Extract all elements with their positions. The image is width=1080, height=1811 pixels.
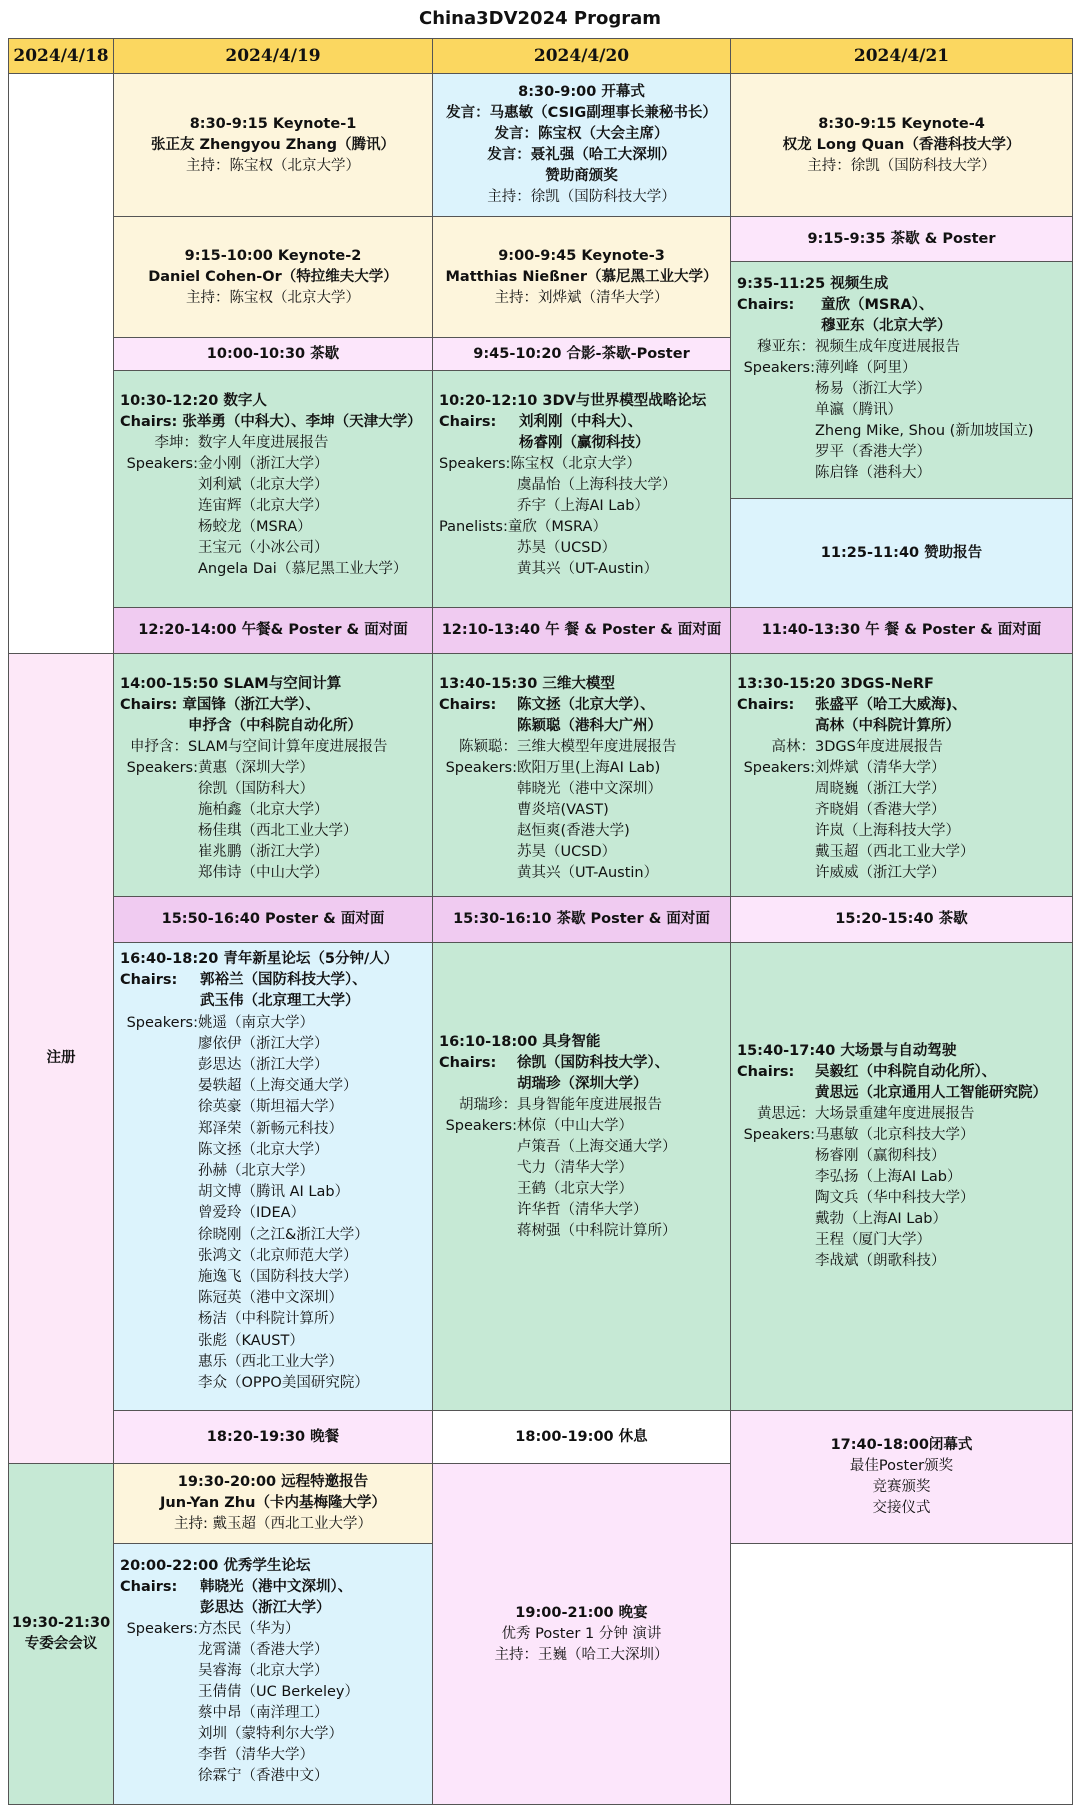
remote-keynote-cell: 19:30-20:00 远程特邀报告 Jun-Yan Zhu（卡内基梅隆大学） 主持: 戴玉超（西北工业大学） xyxy=(113,1463,433,1544)
date-header-0418: 2024/4/18 xyxy=(8,38,114,74)
dinner-cell: 18:20-19:30 晚餐 xyxy=(113,1410,433,1464)
poster-cell: 15:50-16:40 Poster & 面对面 xyxy=(113,896,433,943)
tea-poster-cell: 9:15-9:35 茶歇 & Poster xyxy=(730,216,1073,262)
registration-label: 注册 xyxy=(46,1050,76,1066)
digital-human-session: 10:30-12:20 数字人 Chairs: 张举勇（中科大）、李坤（天津大学） 李坤： 数字人年度进展报告 Speakers: 金小刚（浙江大学） 刘利斌（北京大学） 连宙辉（北京大学） 杨蛟龙（MSRA） 王宝元（小冰公司） Angela Dai（慕尼黑工业大学） xyxy=(113,370,433,608)
registration-cell xyxy=(8,653,114,1464)
sponsor-report-cell: 11:25-11:40 赞助报告 xyxy=(730,498,1073,608)
opening-ceremony-cell: 8:30-9:00 开幕式 发言：马惠敏（CSIG副理事长兼秘书长） 发言：陈宝权（大会主席） 发言：聂礼强（哈工大深圳） 赞助商颁奖 主持：徐凯（国防科技大学） xyxy=(432,73,731,217)
lunch-cell: 11:40-13:30 午 餐 & Poster & 面对面 xyxy=(730,607,1073,654)
photo-tea-poster-cell: 9:45-10:20 合影-茶歇-Poster xyxy=(432,337,731,371)
young-star-forum-session: 16:40-18:20 青年新星论坛（5分钟/人） Chairs: 郭裕兰（国防科技大学）、 武玉伟（北京理工大学） Speakers: 姚遥（南京大学） 廖依伊（浙江大学） 彭思达（浙江大学） 晏轶超（上海交通大学） 徐英豪（斯坦福大学） 郑泽荣（新畅元科技） 陈文拯（北京大学） 孙赫（北京大学） 胡文博（腾讯 AI Lab） 曾爱玲（IDEA） 徐晓刚（之江&浙江大学） 张鸿文（北京师范大学） 施逸飞（国防科技大学） 陈冠英（港中文深圳） 杨洁（中科院计算所） 张彪（KAUST） 惠乐（西北工业大学） 李众（OPPO美国研究院） xyxy=(113,942,433,1411)
page-title: China3DV2024 Program xyxy=(418,8,661,29)
keynote-3-cell: 9:00-9:45 Keynote-3 Matthias Nießner（慕尼黑工业大学） 主持：刘烨斌（清华大学） xyxy=(432,216,731,338)
banquet-cell: 19:00-21:00 晚宴 优秀 Poster 1 分钟 演讲 主持：王巍（哈工大深圳） xyxy=(432,1463,731,1805)
student-forum-session: 20:00-22:00 优秀学生论坛 Chairs: 韩晓光（港中文深圳）、 彭思达（浙江大学） Speakers: 方杰民（华为） 龙霄潇（香港大学） 吴睿海（北京大学） 王倩倩（UC Berkeley） 蔡中昂（南洋理工） 刘圳（蒙特利尔大学） 李哲（清华大学） 徐霖宁（香港中文） xyxy=(113,1543,433,1805)
empty-cell xyxy=(8,73,114,654)
date-header-0420: 2024/4/20 xyxy=(432,38,731,74)
3d-large-model-session: 13:40-15:30 三维大模型 Chairs: 陈文拯（北京大学）、 陈颖聪（港科大广州） 陈颖聪： 三维大模型年度进展报告 Speakers: 欧阳万里(上海AI Lab) 韩晓光（港中文深圳） 曹炎培(VAST) 赵恒爽(香港大学) 苏昊（UCSD） 黄其兴（UT-Austin） xyxy=(432,653,731,897)
date-header-0419: 2024/4/19 xyxy=(113,38,433,74)
lunch-cell: 12:10-13:40 午 餐 & Poster & 面对面 xyxy=(432,607,731,654)
video-generation-session: 9:35-11:25 视频生成 Chairs: 童欣（MSRA）、 穆亚东（北京大学） 穆亚东： 视频生成年度进展报告 Speakers: 薄列峰（阿里） 杨易（浙江大学） 单瀛（腾讯） Zheng Mike, Shou (新加坡国立) 罗平（香港大学） 陈启锋（港科大） xyxy=(730,261,1073,499)
lunch-cell: 12:20-14:00 午餐& Poster & 面对面 xyxy=(113,607,433,654)
3dgs-nerf-session: 13:30-15:20 3DGS-NeRF Chairs: 张盛平（哈工大威海)、 高林（中科院计算所） 高林： 3DGS年度进展报告 Speakers: 刘烨斌（清华大学） 周晓巍（浙江大学） 齐晓娟（香港大学） 许岚（上海科技大学） 戴玉超（西北工业大学） 许威威（浙江大学） xyxy=(730,653,1073,897)
tea-break-cell: 15:20-15:40 茶歇 xyxy=(730,896,1073,943)
rest-cell: 18:00-19:00 休息 xyxy=(432,1410,731,1464)
keynote-1-cell: 8:30-9:15 Keynote-1 张正友 Zhengyou Zhang（腾讯） 主持：陈宝权（北京大学） xyxy=(113,73,433,217)
keynote-4-cell: 8:30-9:15 Keynote-4 权龙 Long Quan（香港科技大学） 主持：徐凯（国防科技大学） xyxy=(730,73,1073,217)
world-model-forum-session: 10:20-12:10 3DV与世界模型战略论坛 Chairs: 刘利刚（中科大）、 杨睿刚（赢彻科技） Speakers: 陈宝权（北京大学） 虞晶怡（上海科技大学） 乔宇（上海AI Lab） Panelists: 童欣（MSRA） 苏昊（UCSD） 黄其兴（UT-Austin） xyxy=(432,370,731,608)
date-header-0421: 2024/4/21 xyxy=(730,38,1073,74)
committee-meeting-cell: 19:30-21:30 专委会会议 xyxy=(8,1463,114,1805)
tea-break-cell: 10:00-10:30 茶歇 xyxy=(113,337,433,371)
tea-poster-cell: 15:30-16:10 茶歇 Poster & 面对面 xyxy=(432,896,731,943)
embodied-ai-session: 16:10-18:00 具身智能 Chairs: 徐凯（国防科技大学）、 胡瑞珍（深圳大学） 胡瑞珍： 具身智能年度进展报告 Speakers: 林倞（中山大学） 卢策吾（上海交通大学） 弋力（清华大学） 王鹤（北京大学） 许华哲（清华大学） 蒋树强（中科院计算所） xyxy=(432,942,731,1411)
autonomous-driving-session: 15:40-17:40 大场景与自动驾驶 Chairs: 吴毅红（中科院自动化所）、 黄思远（北京通用人工智能研究院） 黄思远： 大场景重建年度进展报告 Speakers: 马惠敏（北京科技大学） 杨睿刚（赢彻科技） 李弘扬（上海AI Lab） 陶文兵（华中科技大学） 戴勃（上海AI Lab） 王程（厦门大学） 李战斌（朗歌科技） xyxy=(730,942,1073,1411)
slam-session: 14:00-15:50 SLAM与空间计算 Chairs: 章国锋（浙江大学）、 申抒含（中科院自动化所） 申抒含： SLAM与空间计算年度进展报告 Speakers: 黄惠（深圳大学） 徐凯（国防科大） 施柏鑫（北京大学） 杨佳琪（西北工业大学） 崔兆鹏（浙江大学） 郑伟诗（中山大学） xyxy=(113,653,433,897)
empty-cell xyxy=(730,1543,1073,1805)
closing-ceremony-cell: 17:40-18:00闭幕式 最佳Poster颁奖 竞赛颁奖 交接仪式 xyxy=(730,1410,1073,1544)
keynote-2-cell: 9:15-10:00 Keynote-2 Daniel Cohen-Or（特拉维夫大学） 主持：陈宝权（北京大学） xyxy=(113,216,433,338)
